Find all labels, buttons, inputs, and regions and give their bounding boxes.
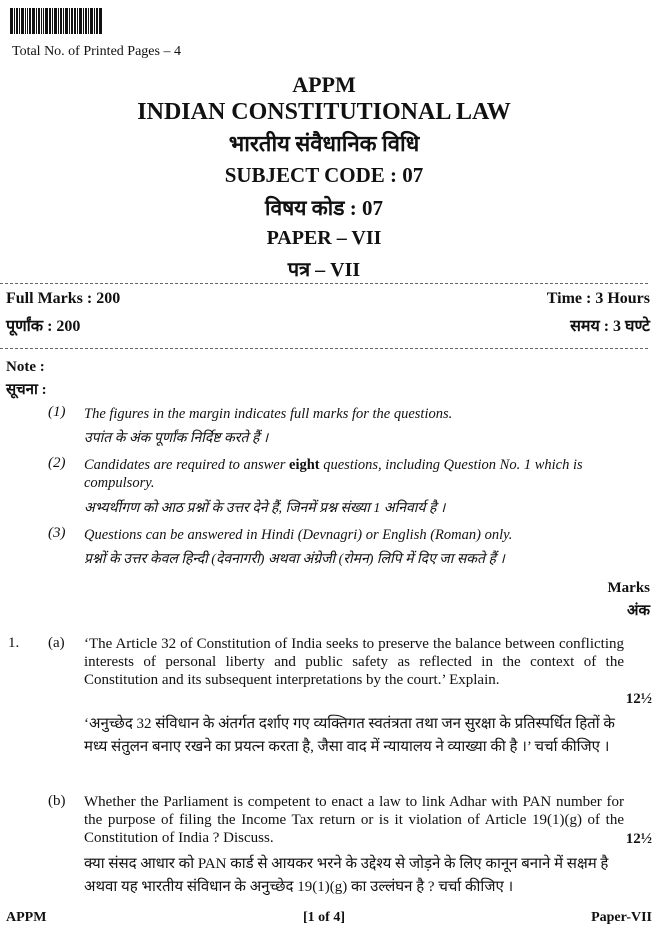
- question-part-marks: 12½: [625, 831, 652, 847]
- note-item-text-hi: अभ्यर्थीगण को आठ प्रश्नों के उत्तर देने हैं, जिनमें प्रश्न संख्या 1 अनिवार्य है ।: [84, 501, 446, 516]
- note-item-emphasis: eight: [289, 457, 320, 473]
- time-hi: समय : 3 घण्टे: [570, 318, 650, 335]
- note-item-text-en: [84, 456, 624, 492]
- question-part-label: (a): [48, 635, 65, 651]
- note-item-number: (3): [48, 525, 66, 541]
- question-part-text-en: Whether the Parliament is competent to enact a law to link Adhar with PAN number for the purpose of filing the Income Tax return or is it violation of Article 19(1)(g) of the Constitution of India ? Discuss.: [84, 794, 624, 846]
- marks-column-label-en: Marks: [607, 580, 650, 596]
- note-label-en: Note :: [6, 359, 45, 375]
- note-item-text-part: questions, including Question No. 1 which is compulsory.: [84, 457, 583, 491]
- footer-paper: Paper-VII: [591, 910, 652, 925]
- question-part-label: (b): [48, 793, 66, 809]
- time-en: Time : 3 Hours: [546, 290, 650, 307]
- note-label-hi: सूचना :: [6, 382, 47, 398]
- page-number: [1 of 4]: [303, 910, 345, 925]
- barcode: [10, 6, 120, 34]
- marks-column-label-hi: अंक: [627, 603, 650, 619]
- question-number: 1.: [8, 635, 20, 651]
- question-part-text-hi: क्या संसद आधार को PAN कार्ड से आयकर भरने के उद्देश्य से जोड़ने के लिए कानून बनाने में सक्षम है अथवा यह भारतीय संविधान के अनुच्छेद 19(1)(g) का उल्लंघन है ? चर्चा कीजिए ।: [84, 856, 609, 895]
- full-marks-en: Full Marks : 200: [6, 290, 121, 307]
- note-item-text-en: Questions can be answered in Hindi (Devnagri) or English (Roman) only.: [84, 527, 513, 543]
- note-item-text-hi: प्रश्नों के उत्तर केवल हिन्दी (देवनागरी) अथवा अंग्रेजी (रोमन) लिपि में दिए जा सकते हैं ।: [84, 552, 505, 567]
- note-item-text-hi: उपांत के अंक पूर्णांक निर्दिष्ट करते हैं ।: [84, 431, 269, 446]
- note-item-number: (2): [48, 455, 66, 471]
- subject-title-hi: भारतीय संवैधानिक विधि: [228, 131, 420, 156]
- subject-title-en: INDIAN CONSTITUTIONAL LAW: [137, 99, 511, 125]
- subject-code-en: SUBJECT CODE : 07: [224, 163, 424, 187]
- full-marks-hi: पूर्णांक : 200: [6, 318, 81, 335]
- course-title: APPM: [292, 72, 356, 97]
- question-part-marks: 12½: [625, 691, 652, 707]
- paper-number-hi: पत्र – VII: [287, 259, 361, 281]
- question-part-text-en: ‘The Article 32 of Constitution of India seeks to preserve the balance between conflicting interests of personal liberty and public safety as reflected in the context of the Constitution and its subsequent interpretations by the court.’ Explain.: [84, 636, 624, 688]
- footer-course: APPM: [6, 910, 47, 925]
- subject-code-hi: विषय कोड : 07: [265, 196, 383, 220]
- note-item-number: (1): [48, 404, 66, 420]
- printed-pages-count: Total No. of Printed Pages – 4: [12, 44, 181, 59]
- note-item-text-part: Candidates are required to answer: [84, 457, 290, 473]
- question-part-text-hi: ‘अनुच्छेद 32 संविधान के अंतर्गत दर्शाए गए व्यक्तिगत स्वतंत्रता तथा जन सुरक्षा के प्रतिस्पर्धित हितों के मध्य संतुलन बनाए रखने का प्रयत्न करता है, जैसा वाद में न्यायालय ने व्याख्या की है ।’ चर्चा कीजिए ।: [84, 716, 615, 755]
- divider: [0, 283, 648, 284]
- note-item-text-en: The figures in the margin indicates full marks for the questions.: [84, 406, 453, 422]
- paper-number-en: PAPER – VII: [266, 227, 382, 249]
- divider: [0, 348, 648, 349]
